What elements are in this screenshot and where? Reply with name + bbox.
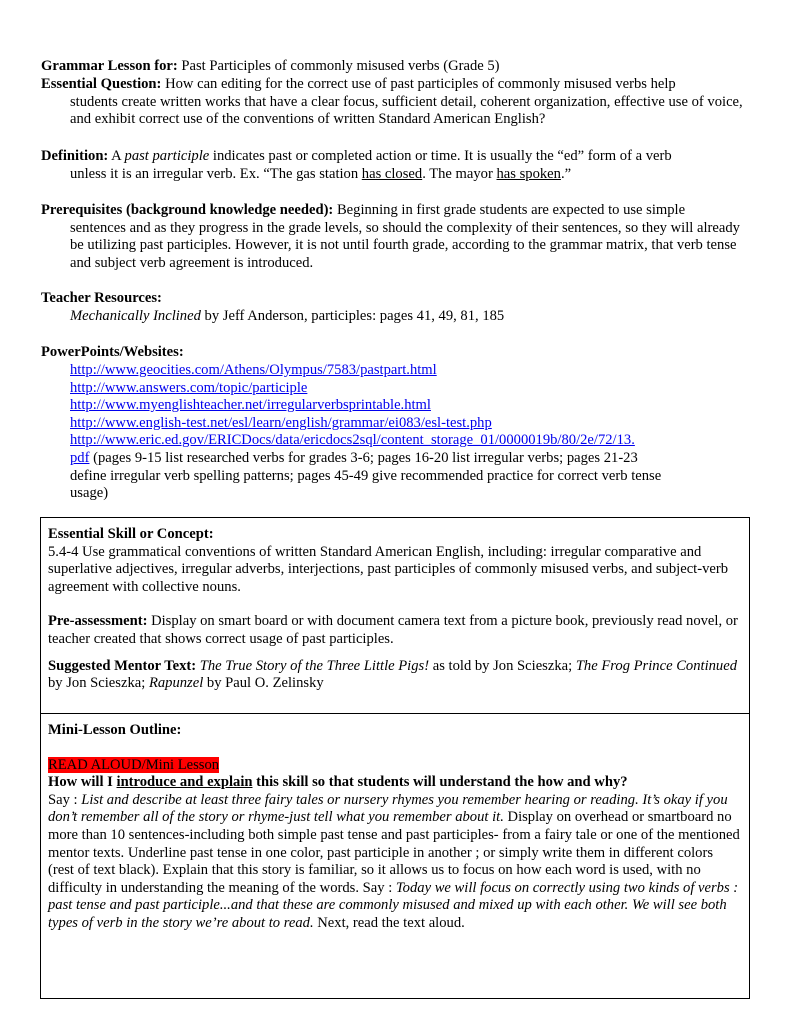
question-part-2: introduce and explain: [116, 774, 253, 791]
website-link[interactable]: http://www.answers.com/topic/participle: [70, 379, 308, 396]
say-label-1: Say :: [48, 791, 82, 808]
teacher-resources-label: Teacher Resources:: [41, 290, 162, 306]
mentor-texts: [48, 658, 741, 693]
say-text-2: Today we will focus on correctly using two kinds of verbs : past tense and past participle...and that these are commonly misused and mixed up with each other. We will see both types of verb in the story we’re about to read.: [48, 879, 739, 931]
definition-example2: has spoken: [496, 165, 561, 182]
resource-pages: participles: pages 41, 49, 81, 185: [307, 307, 505, 324]
website-note-text: (pages 9-15 list researched verbs for grades 3-6; pages 16-20 list irregular verbs; pages 21-23 define irregular verb spelling patterns; pages 45-49 give recommended practice for correct verb tense usage): [70, 450, 662, 502]
mentor-label: Suggested Mentor Text:: [48, 657, 197, 674]
definition-label: Definition:: [41, 148, 109, 164]
definition-example: [41, 166, 747, 184]
resource-author: by Jeff Anderson: [200, 307, 304, 324]
minilesson-instructions: Display on overhead or smartboard no more than 10 sentences-including both simple past tense and past participles- from a fairy tale or one of the mentioned mentor texts. Underline past tense in one color, past participle in another ; or simply write them in different colors (rest of text black). Explain that this story is familiar, so it allows us to focus on how each word is used, with no difficulty in understanding the meaning of the words. Say :: [48, 809, 740, 896]
mentor-title-3: Rapunzel: [148, 675, 204, 692]
definition-text2: unless it is an irregular verb. Ex. “The gas station: [70, 165, 362, 182]
mentor-author-3: by Paul O. Zelinsky: [203, 675, 324, 692]
website-link[interactable]: http://www.geocities.com/Athens/Olympus/7583/pastpart.html: [70, 362, 437, 378]
read-aloud-highlight: READ ALOUD/Mini Lesson: [48, 756, 220, 773]
teacher-resources-item: [41, 308, 747, 326]
essential-question-label: Essential Question:: [41, 76, 162, 92]
websites-heading: [41, 344, 747, 362]
website-link[interactable]: http://www.eric.ed.gov/ERICDocs/data/ericdocs2sql/content_storage_01/0000019b/80/2e/72/13.: [70, 432, 635, 449]
essential-question-line1: How can editing for the correct use of past participles of commonly misused verbs help: [161, 76, 676, 92]
definition-term: past participle: [124, 148, 210, 164]
resource-book-title: Mechanically Inclined: [70, 307, 201, 324]
mentor-title-1: The True Story of the Three Little Pigs!: [199, 657, 430, 674]
mentor-author-1: as told by Jon Scieszka;: [429, 657, 576, 674]
mentor-title-2: The Frog Prince Continued: [575, 657, 737, 674]
minilesson-end: Next, read the text aloud.: [313, 914, 465, 931]
definition-text3: . The mayor: [422, 165, 497, 182]
essential-question-text: students create written works that have a clear focus, sufficient detail, coherent organization, effective use of voice, and exhibit correct use of the conventions of written Standard American English?: [70, 93, 743, 128]
definition-text1: indicates past or completed action or time. It is usually the “ed” form of a verb: [209, 148, 672, 164]
prerequisites: [41, 202, 747, 272]
minilesson-box: [40, 713, 750, 999]
mentor-author-2: by Jon Scieszka;: [48, 675, 149, 692]
lesson-title-label: Grammar Lesson for:: [41, 58, 178, 74]
website-link[interactable]: http://www.english-test.net/esl/learn/english/grammar/ei083/esl-test.php: [70, 414, 492, 431]
skill-text: 5.4-4 Use grammatical conventions of written Standard American English, including: irregular comparative and superlative adjectives, irregular adverbs, interjections, past participles of commonly misused verbs, and subject-verb agreement with collective nouns.: [48, 543, 729, 595]
website-link[interactable]: http://www.myenglishteacher.net/irregularverbsprintable.html: [70, 397, 431, 414]
minilesson-label: Mini-Lesson Outline:: [48, 722, 182, 738]
definition-text-a: A: [108, 148, 125, 164]
teacher-resources: [41, 290, 747, 325]
website-note: [70, 450, 670, 503]
skill-box: [40, 517, 750, 714]
question-part-1: How will I: [48, 774, 117, 791]
essential-question: [41, 76, 747, 129]
lesson-title-text: Past Participles of commonly misused verbs (Grade 5): [177, 58, 500, 74]
definition: [41, 148, 747, 183]
websites-label: PowerPoints/Websites:: [41, 344, 184, 360]
prerequisites-label: Prerequisites (background knowledge needed):: [41, 202, 334, 218]
website-link-tail[interactable]: pdf: [70, 450, 90, 466]
websites-list: [70, 362, 690, 450]
minilesson-question: [48, 774, 741, 792]
skill-label: Essential Skill or Concept:: [48, 526, 214, 542]
definition-text4: .”: [560, 165, 572, 182]
minilesson-body: [48, 792, 741, 933]
resource-comma: ,: [303, 307, 308, 324]
lesson-title: [41, 58, 747, 76]
prerequisites-line1: Beginning in first grade students are expected to use simple: [333, 202, 686, 218]
prerequisites-text: sentences and as they progress in the grade levels, so should the complexity of their sentences, so they will already be utilizing past participles. However, it is not until fourth grade, according to the grammar matrix, that verb tense and subject verb agreement is introduced.: [70, 219, 740, 271]
preassessment-label: Pre-assessment:: [48, 613, 148, 630]
preassessment-text: Display on smart board or with document camera text from a picture book, previously read novel, or teacher created that shows correct usage of past participles.: [48, 613, 738, 647]
question-part-3: this skill so that students will understand the how and why?: [252, 774, 628, 791]
definition-example1: has closed: [361, 165, 423, 182]
say-text-1: List and describe at least three fairy tales or nursery rhymes you remember hearing or reading. It’s okay if you don’t remember all of the story or rhyme-just tell what you remember about it.: [48, 791, 728, 826]
preassessment: [48, 613, 741, 648]
